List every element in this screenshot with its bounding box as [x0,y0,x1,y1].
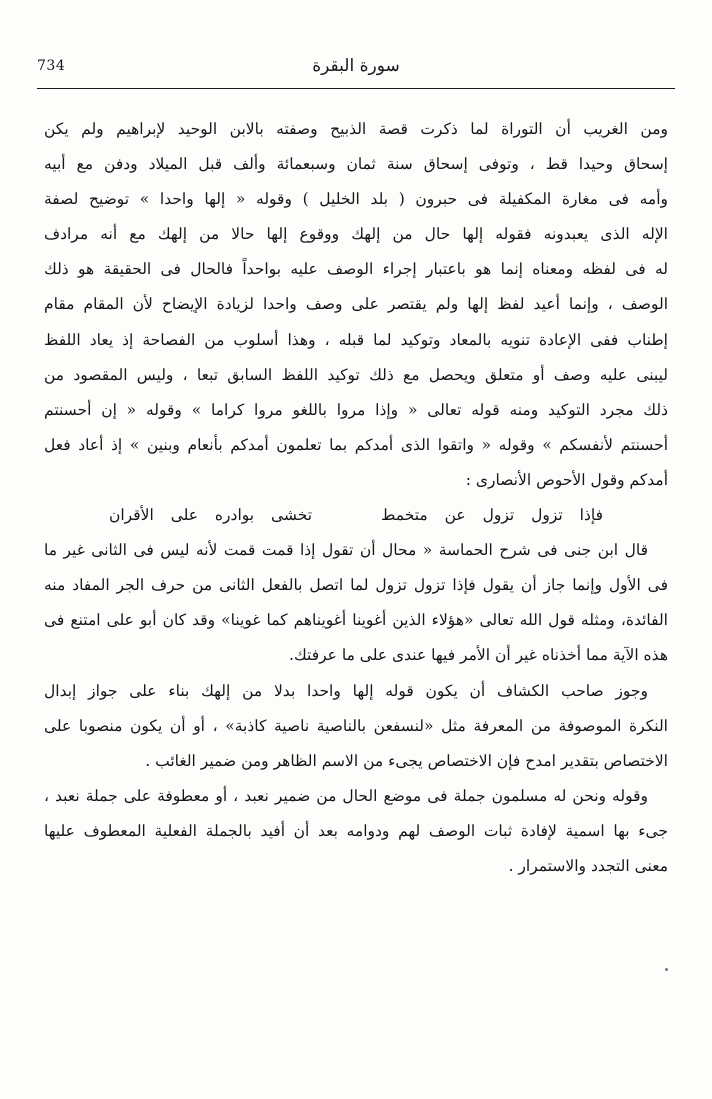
text-line: أمدكم وقول الأحوص الأنصارى : [465,470,668,489]
text-line: الإله الذى يعبدونه فقوله إلها حال من إلهك ووقوع إلها حالا من إلهك مع أنه مرادف [44,225,668,244]
text-line: هذه الآية مما أخذناه غير أن الأمر فيها عندى على ما عرفتك. [289,646,668,665]
body-text [44,112,668,884]
text-line: الوصف ، وإنما أعيد لفظ إلها ولم يقتصر على وصف واحدا لزيادة الإيضاح لأن المقام مقام [44,295,668,314]
scan-speck [665,968,668,971]
text-line: الفائدة، ومثله قول الله تعالى «هؤلاء الذين أغوينا أغويناهم كما غوينا» وقد كان أبو على امتنع فى [44,611,668,630]
text-line: وأمه فى مغارة المكفيلة فى حبرون ( بلد الخليل ) وقوله « إلها واحدا » توضيح لصفة [44,190,668,209]
text-line: أحسنتم لأنفسكم » وقوله « واتقوا الذى أمدكم بما تعلمون أمدكم بأنعام وبنين » إذ أعاد فعل [44,435,668,454]
text-line: ومن الغريب أن التوراة لما ذكرت قصة الذبيح وصفته بالابن الوحيد لإبراهيم ولم يكن [44,120,668,138]
text-line: ذلك مجرد التوكيد ومنه قوله تعالى « وإذا مروا باللغو مروا كراما » وقوله « إن أحسنتم [44,400,668,419]
text-line: إطناب ففى الإعادة تنويه بالمعاد وتوكيد لما قبله ، وهذا أسلوب من الفصاحة إذ يعاد اللفظ [44,330,668,349]
header-rule [37,88,675,89]
poetry-verse [44,498,668,533]
verse-second-hemistich: تخشى بوادره على الأقران [108,506,313,525]
page-number: 734 [37,58,66,74]
running-title: سورة البقرة [312,56,400,76]
text-line: وقوله ونحن له مسلمون جملة فى موضع الحال من ضمير نعبد ، أو معطوفة على جملة نعبد ، [44,786,648,805]
text-line: فى الأول وإنما جاز أن يقول فإذا تزول تزول لما اتصل بالفعل الثانى من حرف الجر المفاد منه [44,576,668,595]
text-line: إسحاق وحيدا قط ، وتوفى إسحاق سنة ثمان وسبعمائة وألف قبل الميلاد ودفن مع أبيه [44,155,668,174]
verse-first-hemistich: فإذا تزول تزول عن متخمط [381,506,603,525]
text-line: معنى التجدد والاستمرار . [508,856,668,875]
text-line: الاختصاص بتقدير امدح فإن الاختصاص يجىء من الاسم الظاهر ومن ضمير الغائب . [145,751,668,770]
text-line: وجوز صاحب الكشاف أن يكون قوله إلها واحدا بدلا من إلهك بناء على جواز إبدال [44,681,648,700]
text-line: النكرة الموصوفة من المعرفة مثل «لنسفعن بالناصية ناصية كاذبة» ، أو أن يكون منصوبا على [44,716,668,735]
text-line: قال ابن جنى فى شرح الحماسة « محال أن تقول إذا قمت قمت لأنه ليس فى الثانى غير ما [44,541,648,560]
text-line: له فى لفظه ومعناه إنما هو باعتبار إجراء الوصف عليه بواحداً فالحال فى الحقيقة هو ذلك [44,260,668,279]
text-line: جىء بها اسمية لإفادة ثبات الوصف لهم ودوامه بعد أن أفيد بالجملة الفعلية المعطوف عليها [44,821,668,840]
text-line: ليبنى عليه وصف أو متعلق ويحصل مع ذلك توكيد اللفظ السابق تبعا ، وليس المقصود من [44,365,668,384]
